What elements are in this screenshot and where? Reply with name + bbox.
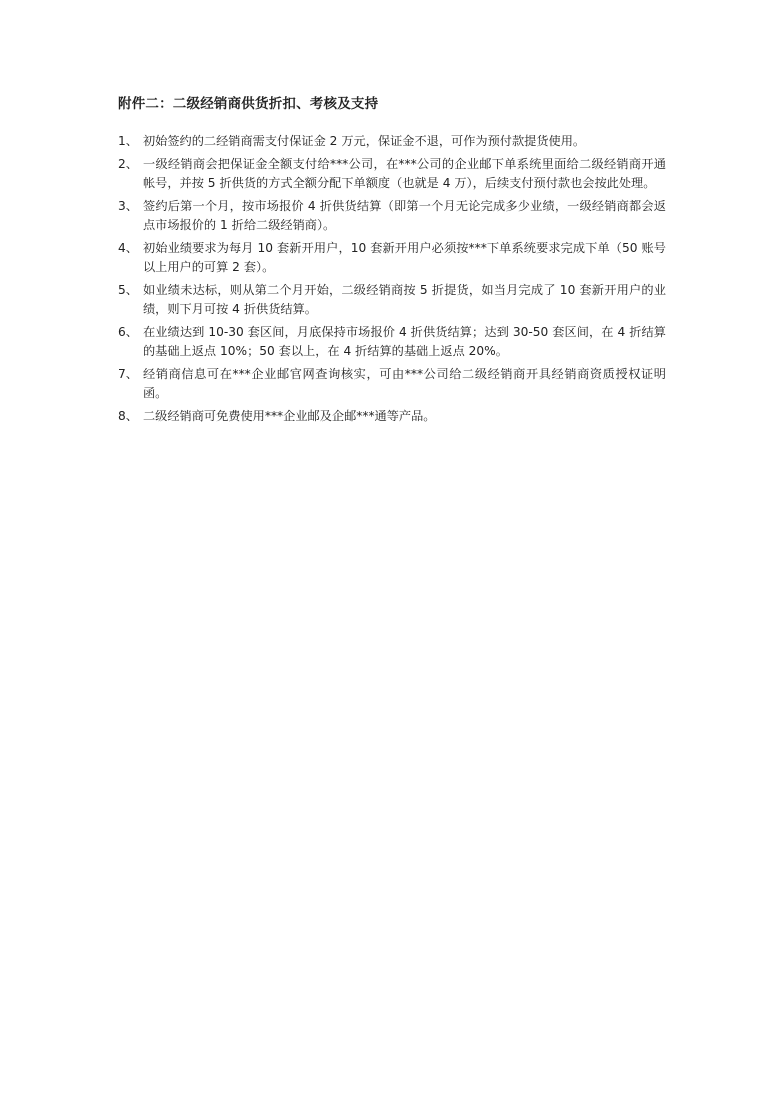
item-number: 6、: [118, 324, 138, 339]
item-text: 在业绩达到 10-30 套区间，月底保持市场报价 4 折供货结算；达到 30-50 套区间，在 4 折结算的基础上返点 10%；50 套以上，在 4 折结算的基础上返点 20%。: [143, 324, 666, 358]
list-item: [118, 365, 666, 404]
item-text: 初始签约的二经销商需支付保证金 2 万元，保证金不退，可作为预付款提货使用。: [143, 134, 586, 148]
item-number: 5、: [118, 282, 138, 297]
terms-list: [118, 132, 666, 429]
list-item: [118, 323, 666, 362]
item-number: 2、: [118, 156, 138, 171]
item-text: 初始业绩要求为每月 10 套新开用户，10 套新开用户必须按***下单系统要求完成下单（50 账号以上用户的可算 2 套）。: [143, 240, 666, 274]
list-item: [118, 197, 666, 236]
item-number: 4、: [118, 240, 138, 255]
item-number: 7、: [118, 366, 138, 381]
item-text: 一级经销商会把保证金全额支付给***公司，在***公司的企业邮下单系统里面给二级经销商开通帐号，并按 5 折供货的方式全额分配下单额度（也就是 4 万），后续支付预付款也会按此处理。: [143, 156, 666, 190]
item-text: 二级经销商可免费使用***企业邮及企邮***通等产品。: [143, 408, 436, 423]
document-title: 附件二：二级经销商供货折扣、考核及支持: [118, 96, 379, 112]
list-item: [118, 155, 666, 194]
list-item: [118, 132, 666, 152]
list-item: [118, 281, 666, 320]
list-item: [118, 407, 666, 427]
list-item: [118, 239, 666, 278]
item-number: 1、: [118, 134, 138, 148]
item-number: 8、: [118, 408, 138, 423]
item-number: 3、: [118, 198, 138, 213]
item-text: 如业绩未达标，则从第二个月开始，二级经销商按 5 折提货，如当月完成了 10 套新开用户的业绩，则下月可按 4 折供货结算。: [143, 282, 666, 316]
item-text: 签约后第一个月，按市场报价 4 折供货结算（即第一个月无论完成多少业绩，一级经销商都会返点市场报价的 1 折给二级经销商）。: [143, 198, 666, 232]
item-text: 经销商信息可在***企业邮官网查询核实，可由***公司给二级经销商开具经销商资质授权证明函。: [143, 366, 666, 400]
